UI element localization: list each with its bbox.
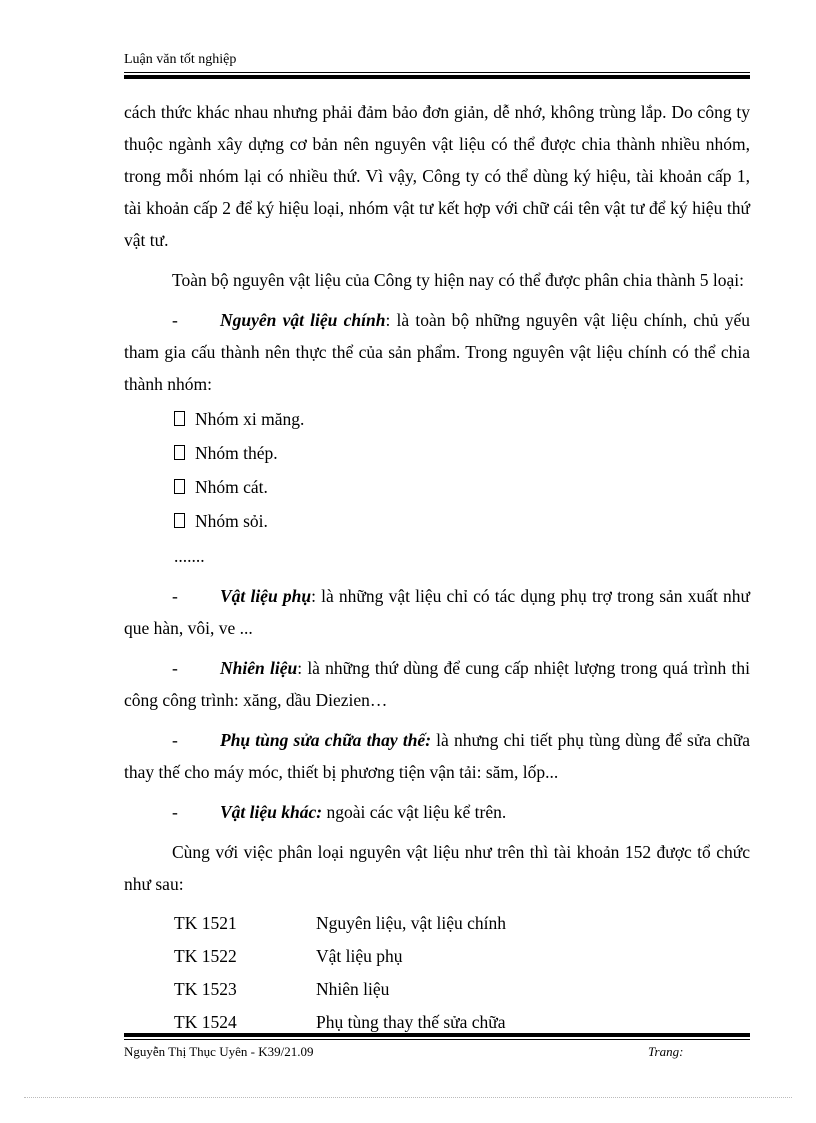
paragraph-classification: Toàn bộ nguyên vật liệu của Công ty hiện nay có thể được phân chia thành 5 loại: (172, 270, 745, 290)
dash-marker: - (172, 802, 178, 822)
checkbox-square-icon (174, 479, 185, 494)
group-label: Nhóm sỏi. (195, 511, 268, 531)
list-item (124, 470, 750, 504)
account-code: TK 1522 (174, 945, 237, 966)
item-term: Nguyên vật liệu chính (220, 310, 386, 330)
document-body (124, 96, 750, 1038)
header-title: Luận văn tốt nghiệp (124, 52, 237, 67)
item-fuel (124, 652, 750, 716)
dash-marker: - (172, 586, 178, 606)
account-name: Vật liệu phụ (316, 945, 403, 966)
account-name: Nguyên liệu, vật liệu chính (316, 912, 507, 933)
checkbox-square-icon (174, 513, 185, 528)
item-text: là nhưng chi tiết phụ tùng dùng để sửa chữa thay thế cho máy móc, thiết bị phương tiện vận tải: săm, lốp... (124, 730, 750, 782)
item-text: là những thứ dùng để cung cấp nhiệt lượng trong quá trình thi công công trình: xăng, dầu Diezien… (124, 658, 750, 710)
header-rule-thick (124, 75, 750, 79)
list-item (124, 436, 750, 470)
item-separator: : (311, 586, 316, 606)
list-item (124, 402, 750, 436)
item-text: ngoài các vật liệu kể trên. (322, 802, 507, 822)
item-spare-parts (124, 724, 750, 788)
table-row (174, 906, 506, 939)
group-list (124, 402, 750, 538)
header-rule-thin (124, 72, 750, 73)
table-row (174, 939, 506, 972)
account-table (174, 906, 506, 1038)
group-label: Nhóm thép. (195, 443, 278, 463)
checkbox-square-icon (174, 411, 185, 426)
item-term: Vật liệu khác: (220, 802, 323, 822)
dash-marker: - (172, 730, 178, 750)
item-other-materials (124, 796, 750, 828)
item-main-materials (124, 304, 750, 400)
paragraph-account-organization: Cùng với việc phân loại nguyên vật liệu như trên thì tài khoản 152 được tổ chức như sau: (124, 842, 750, 894)
group-label: Nhóm cát. (195, 477, 268, 497)
item-auxiliary-materials (124, 580, 750, 644)
account-code: TK 1524 (174, 1011, 237, 1032)
dash-marker: - (172, 658, 178, 678)
footer-author: Nguyễn Thị Thục Uyên - K39/21.09 (124, 1044, 314, 1059)
item-text: là toàn bộ những nguyên vật liệu chính, chủ yếu tham gia cấu thành nên thực thể của sản phẩm. Trong nguyên vật liệu chính có thể chia thành nhóm: (124, 310, 751, 394)
account-name: Phụ tùng thay thế sửa chữa (316, 1011, 506, 1032)
paragraph-intro: cách thức khác nhau nhưng phải đảm bảo đơn giản, dễ nhớ, không trùng lắp. Do công ty thuộc ngành xây dựng cơ bản nên nguyên vật liệu có thể được chia thành nhiều nhóm, trong mỗi nhóm lại có nhiều thứ. Vì vậy, Công ty có thể dùng ký hiệu, tài khoản cấp 1, tài khoản cấp 2 để ký hiệu loại, nhóm vật tư kết hợp với chữ cái tên vật tư để ký hiệu thứ vật tư. (124, 102, 750, 250)
item-term: Phụ tùng sửa chữa thay thế: (220, 730, 432, 750)
account-name: Nhiên liệu (316, 978, 390, 999)
footer-page-label: Trang: (648, 1044, 684, 1059)
item-text: là những vật liệu chỉ có tác dụng phụ trợ trong sản xuất như que hàn, vôi, ve ... (124, 586, 750, 638)
item-separator: : (297, 658, 303, 678)
group-label: Nhóm xi măng. (195, 409, 305, 429)
page-bottom-divider (24, 1097, 792, 1098)
item-term: Vật liệu phụ (220, 586, 312, 606)
account-code: TK 1523 (174, 978, 237, 999)
footer-rule-thin (124, 1039, 750, 1040)
footer-rule-thick (124, 1033, 750, 1037)
ellipsis: ....... (174, 546, 205, 566)
table-row (174, 972, 506, 1005)
list-item (124, 504, 750, 538)
dash-marker: - (172, 310, 178, 330)
item-separator: : (385, 310, 391, 330)
checkbox-square-icon (174, 445, 185, 460)
account-code: TK 1521 (174, 912, 237, 933)
item-term: Nhiên liệu (220, 658, 298, 678)
